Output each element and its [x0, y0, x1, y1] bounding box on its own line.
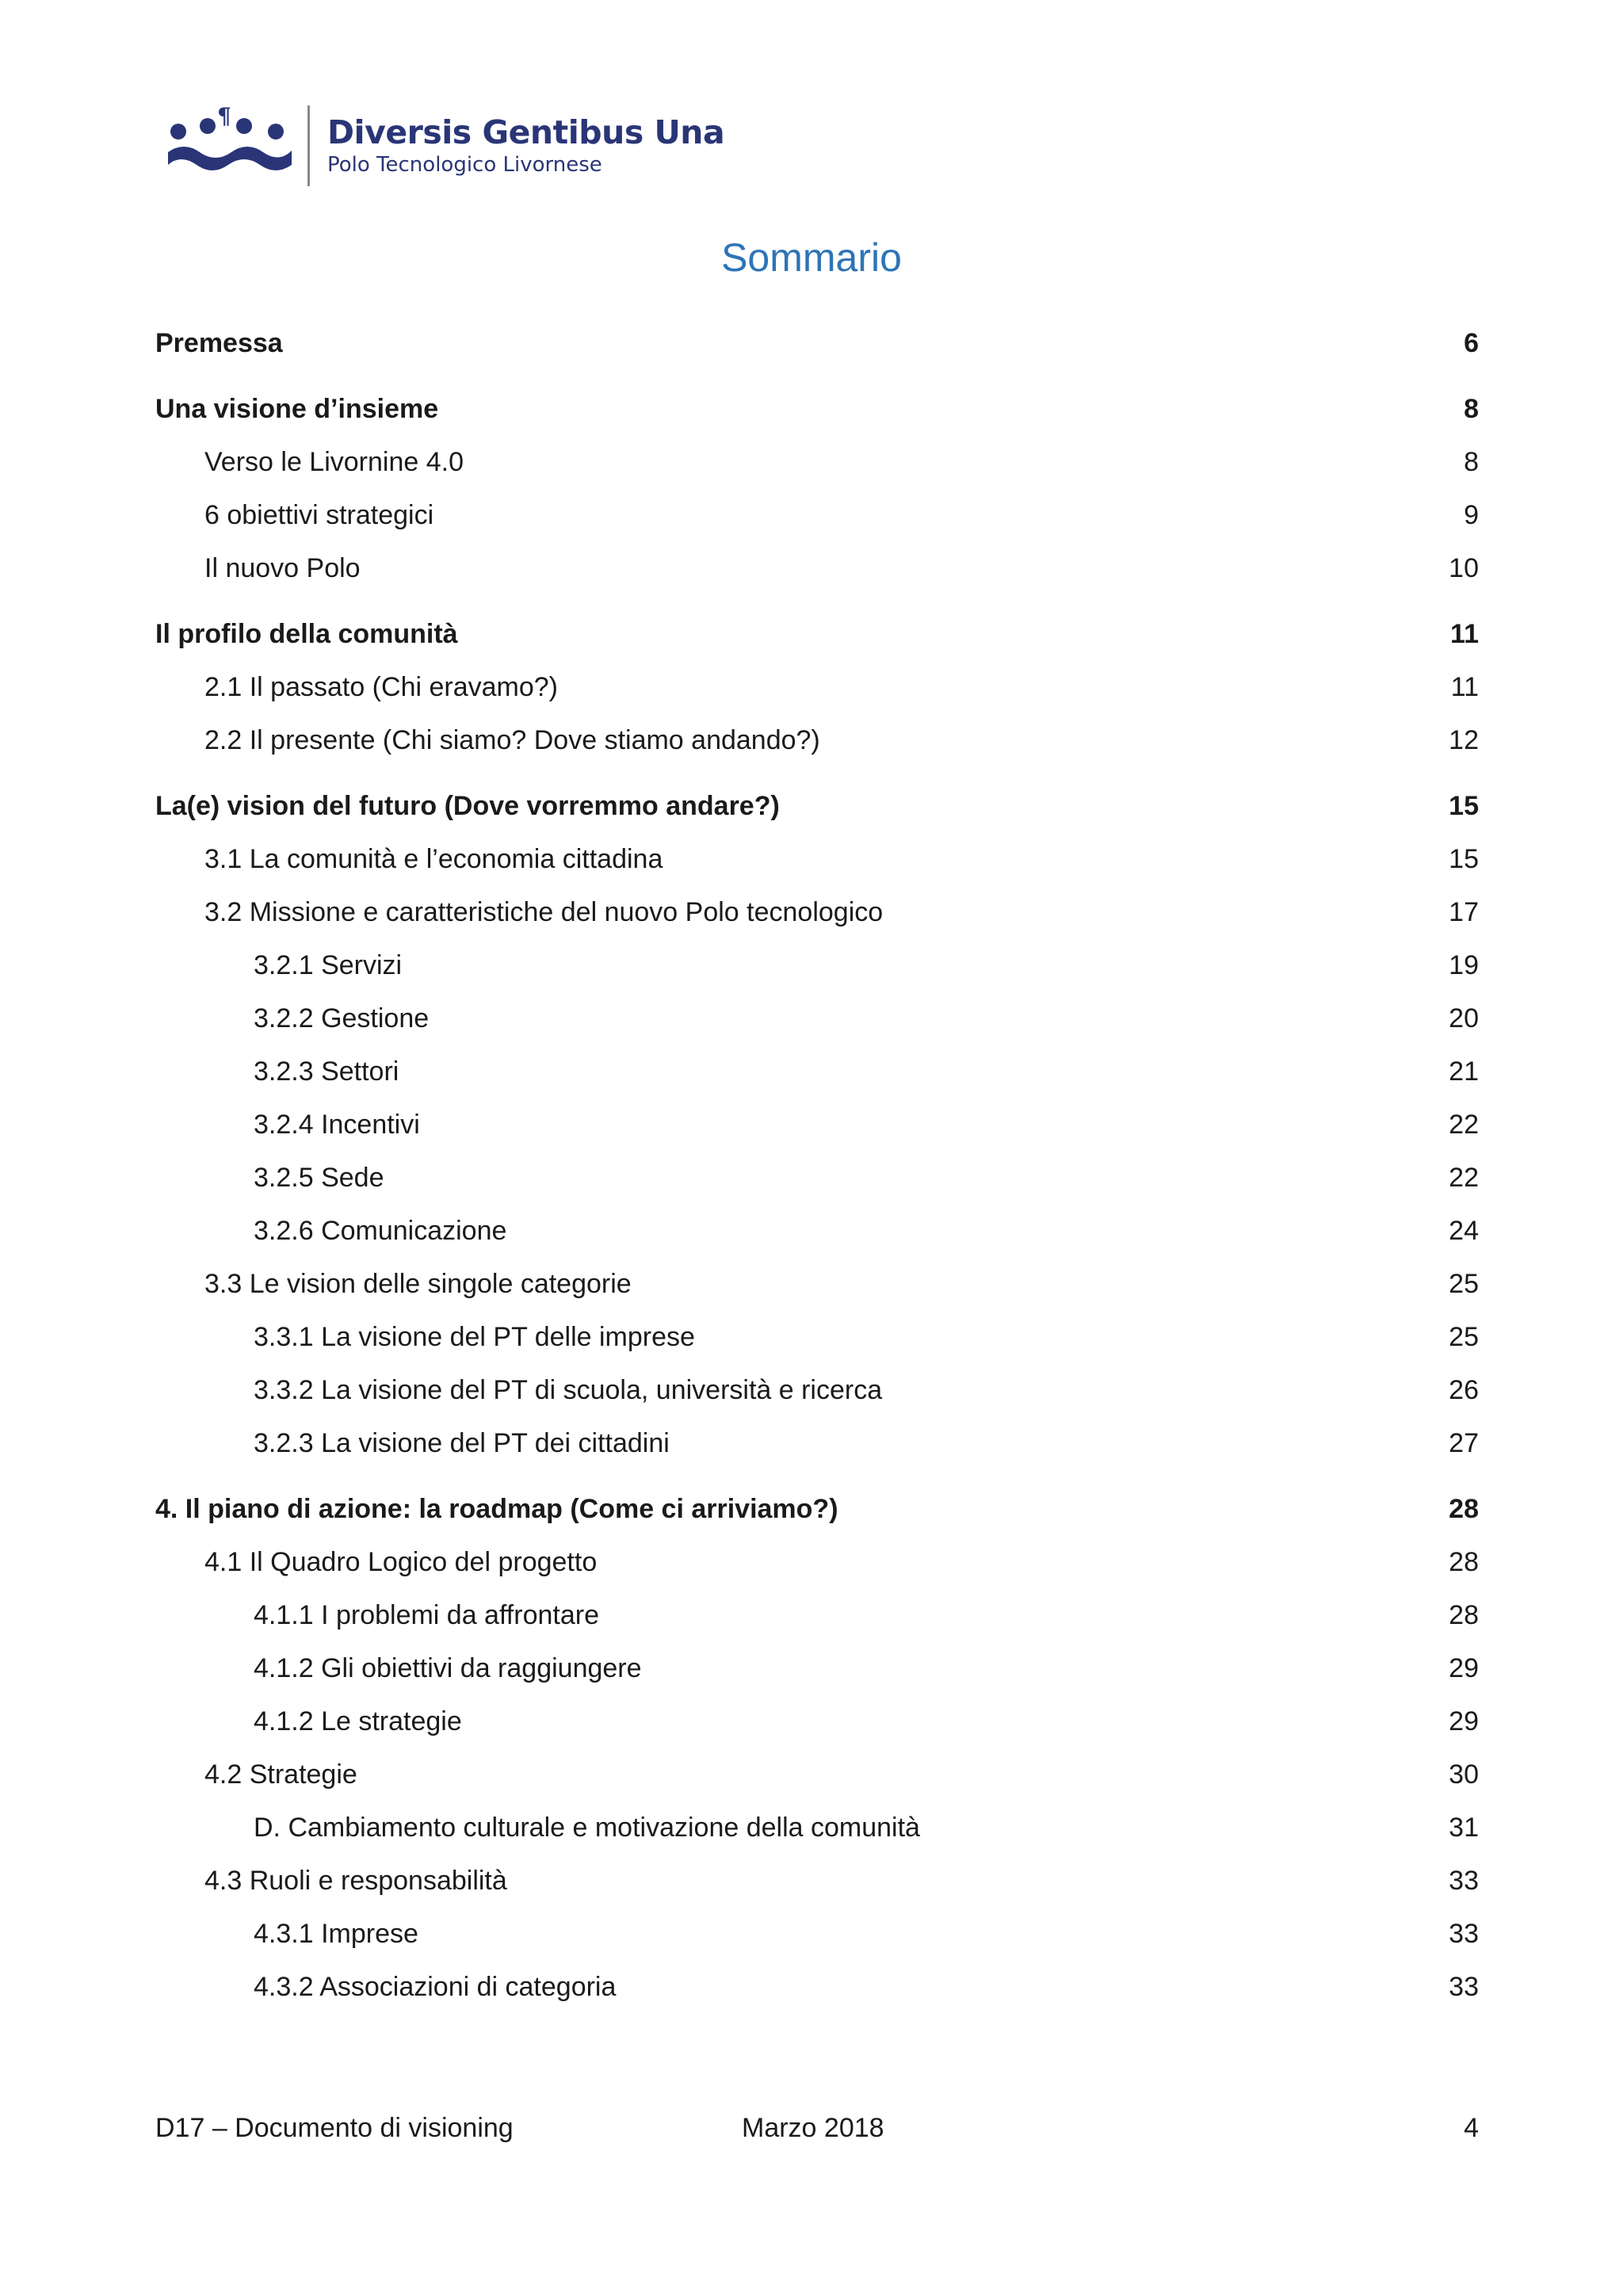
- toc-entry-page: 19: [1449, 950, 1479, 980]
- toc-entry-page: 29: [1449, 1706, 1479, 1736]
- toc-entry[interactable]: [155, 1801, 1479, 1855]
- toc-entry-label: 3.2.5 Sede: [254, 1163, 384, 1193]
- footer-date: Marzo 2018: [742, 2113, 884, 2143]
- toc-entry[interactable]: [155, 780, 1479, 833]
- toc-entry-label: 3.2.1 Servizi: [254, 950, 403, 980]
- toc-entry-label: Verso le Livornine 4.0: [204, 447, 464, 477]
- logo-text: [327, 115, 724, 177]
- toc-entry-page: 24: [1449, 1216, 1479, 1246]
- footer-document: D17 – Documento di visioning: [155, 2113, 514, 2143]
- toc-entry[interactable]: [155, 383, 1479, 436]
- toc-entry[interactable]: [155, 1364, 1479, 1417]
- toc-entry-label: 3.2 Missione e caratteristiche del nuovo Polo tecnologico: [204, 897, 884, 927]
- logo-divider: [307, 105, 310, 186]
- toc-entry-page: 25: [1449, 1269, 1479, 1299]
- toc-entry-label: 3.2.4 Incentivi: [254, 1110, 420, 1140]
- toc-entry[interactable]: [155, 1045, 1479, 1098]
- toc-entry-label: 4.1.2 Gli obiettivi da raggiungere: [254, 1653, 642, 1683]
- logo-mark-glyph: ¶: [217, 106, 231, 129]
- logo-title: Diversis Gentibus Una: [327, 113, 725, 152]
- toc-entry-page: 17: [1449, 897, 1479, 927]
- toc-entry-label: Il nuovo Polo: [204, 553, 361, 583]
- toc-entry-page: 11: [1450, 619, 1479, 649]
- toc-entry-label: 4.3.2 Associazioni di categoria: [254, 1972, 617, 2002]
- toc-entry-label: D. Cambiamento culturale e motivazione della comunità: [254, 1813, 920, 1843]
- toc-entry-page: 8: [1464, 394, 1479, 424]
- toc-entry-page: 8: [1464, 447, 1479, 477]
- footer-page-number: 4: [1464, 2113, 1479, 2143]
- toc-entry-page: 10: [1449, 553, 1479, 583]
- toc-entry-label: 4.1 Il Quadro Logico del progetto: [204, 1547, 598, 1577]
- toc-entry[interactable]: [155, 489, 1479, 542]
- toc-entry-page: 15: [1449, 791, 1479, 821]
- toc-entry[interactable]: [155, 714, 1479, 767]
- toc-entry[interactable]: [155, 1483, 1479, 1536]
- toc-entry-page: 21: [1449, 1056, 1479, 1087]
- toc-entry[interactable]: [155, 1695, 1479, 1748]
- toc-entry[interactable]: [155, 317, 1479, 370]
- toc-entry[interactable]: [155, 608, 1479, 661]
- toc-entry-label: 3.3 Le vision delle singole categorie: [204, 1269, 632, 1299]
- toc-entry-page: 9: [1464, 500, 1479, 530]
- toc-entry-label: 3.1 La comunità e l’economia cittadina: [204, 844, 663, 874]
- toc-entry[interactable]: [155, 1642, 1479, 1695]
- toc-entry-label: La(e) vision del futuro (Dove vorremmo andare?): [155, 791, 780, 821]
- toc-entry-page: 11: [1450, 672, 1479, 702]
- toc-entry-page: 31: [1449, 1813, 1479, 1843]
- logo-subtitle: Polo Tecnologico Livornese: [327, 153, 602, 178]
- toc-entry[interactable]: [155, 542, 1479, 595]
- toc-entry-label: 3.2.2 Gestione: [254, 1003, 430, 1033]
- toc-entry[interactable]: [155, 1258, 1479, 1311]
- toc-entry-page: 27: [1449, 1428, 1479, 1458]
- toc-entry-label: 3.3.2 La visione del PT di scuola, università e ricerca: [254, 1375, 883, 1405]
- toc-entry[interactable]: [155, 1589, 1479, 1642]
- toc-entry[interactable]: [155, 436, 1479, 489]
- toc-entry-page: 33: [1449, 1972, 1479, 2002]
- toc-entry[interactable]: [155, 939, 1479, 992]
- toc-entry[interactable]: [155, 886, 1479, 939]
- toc-entry-page: 29: [1449, 1653, 1479, 1683]
- logo: [166, 103, 724, 189]
- toc-entry[interactable]: [155, 1908, 1479, 1961]
- toc-entry[interactable]: [155, 1098, 1479, 1152]
- toc-entry[interactable]: [155, 661, 1479, 714]
- toc-entry-label: 4. Il piano di azione: la roadmap (Come ci arriviamo?): [155, 1494, 838, 1524]
- toc-entry-page: 26: [1449, 1375, 1479, 1405]
- toc-entry-label: 4.1.2 Le strategie: [254, 1706, 462, 1736]
- toc-entry[interactable]: [155, 1536, 1479, 1589]
- toc-entry[interactable]: [155, 833, 1479, 886]
- toc-entry-label: 3.2.6 Comunicazione: [254, 1216, 507, 1246]
- toc-entry-label: Il profilo della comunità: [155, 619, 458, 649]
- toc-entry-page: 28: [1449, 1600, 1479, 1630]
- toc-entry[interactable]: [155, 1152, 1479, 1205]
- logo-waves-icon: [166, 106, 293, 185]
- toc-entry-page: 28: [1449, 1494, 1479, 1524]
- toc-entry-label: 4.3.1 Imprese: [254, 1919, 418, 1949]
- toc-entry-page: 25: [1449, 1322, 1479, 1352]
- toc-entry[interactable]: [155, 1417, 1479, 1470]
- toc-entry-page: 20: [1449, 1003, 1479, 1033]
- toc-entry-page: 6: [1464, 328, 1479, 358]
- toc-entry-label: 2.2 Il presente (Chi siamo? Dove stiamo andando?): [204, 725, 820, 755]
- toc-entry[interactable]: [155, 992, 1479, 1045]
- toc-entry-label: 3.2.3 La visione del PT dei cittadini: [254, 1428, 670, 1458]
- toc-entry[interactable]: [155, 1748, 1479, 1801]
- toc-entry-page: 22: [1449, 1110, 1479, 1140]
- toc-entry-page: 33: [1449, 1866, 1479, 1896]
- table-of-contents: [155, 317, 1479, 2014]
- toc-entry-label: 4.2 Strategie: [204, 1759, 357, 1790]
- toc-entry-page: 28: [1449, 1547, 1479, 1577]
- toc-entry-page: 12: [1449, 725, 1479, 755]
- toc-entry-page: 30: [1449, 1759, 1479, 1790]
- toc-entry-page: 15: [1449, 844, 1479, 874]
- toc-entry-label: 3.3.1 La visione del PT delle imprese: [254, 1322, 695, 1352]
- toc-title: Sommario: [721, 235, 902, 280]
- page-footer: [155, 2113, 1479, 2153]
- toc-entry-page: 22: [1449, 1163, 1479, 1193]
- toc-entry-label: Una visione d’insieme: [155, 394, 439, 424]
- toc-entry-label: 4.3 Ruoli e responsabilità: [204, 1866, 507, 1896]
- toc-entry-label: 4.1.1 I problemi da affrontare: [254, 1600, 599, 1630]
- toc-entry[interactable]: [155, 1205, 1479, 1258]
- toc-entry[interactable]: [155, 1855, 1479, 1908]
- toc-entry[interactable]: [155, 1961, 1479, 2014]
- toc-entry-label: Premessa: [155, 328, 283, 358]
- toc-entry-label: 6 obiettivi strategici: [204, 500, 434, 530]
- toc-entry[interactable]: [155, 1311, 1479, 1364]
- toc-entry-page: 33: [1449, 1919, 1479, 1949]
- toc-entry-label: 3.2.3 Settori: [254, 1056, 399, 1087]
- toc-entry-label: 2.1 Il passato (Chi eravamo?): [204, 672, 558, 702]
